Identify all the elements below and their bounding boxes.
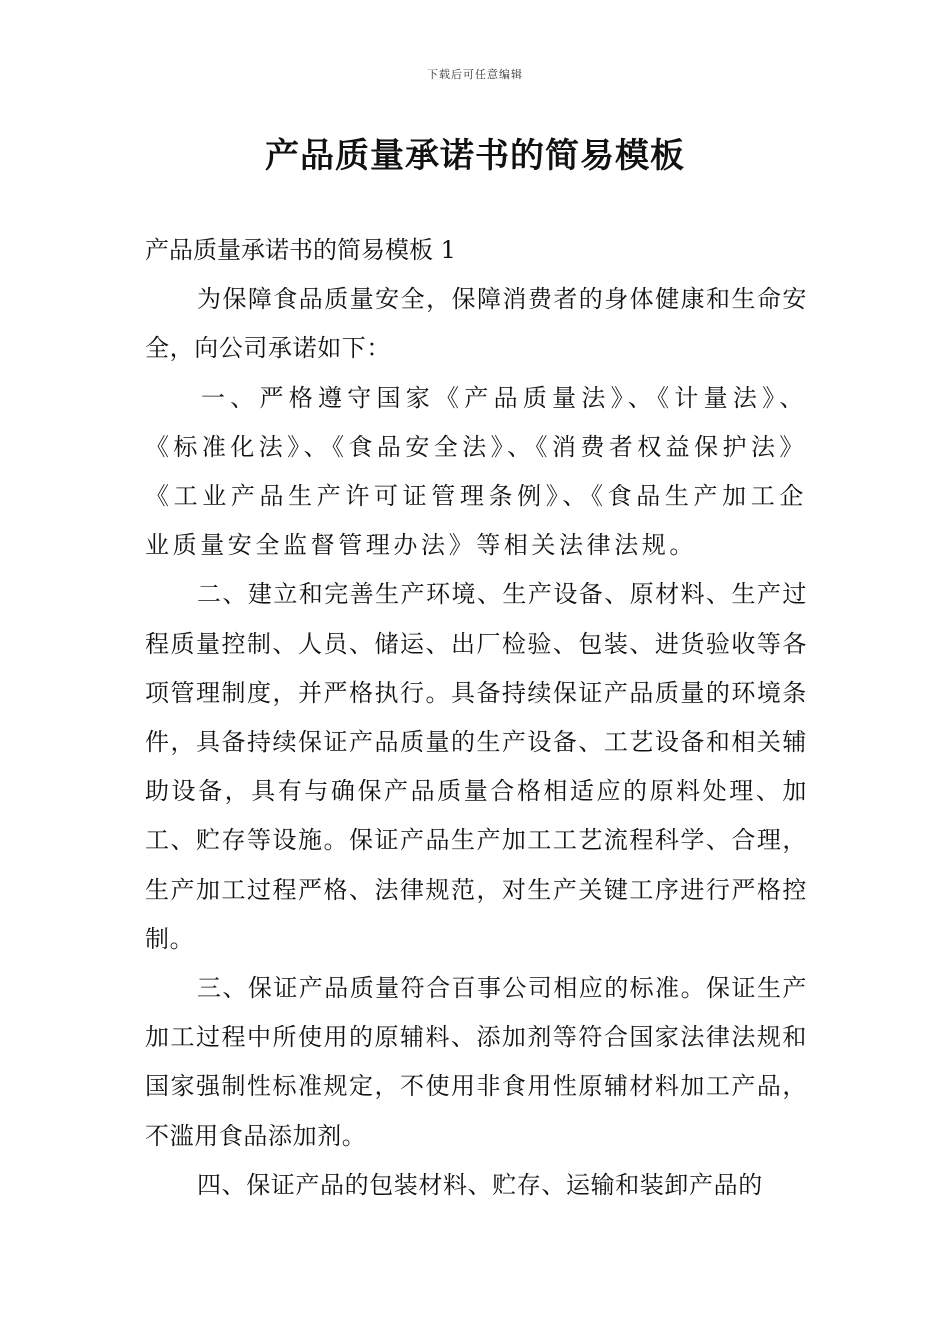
section-subheading: 产品质量承诺书的简易模板 1 (145, 236, 456, 264)
header-note: 下载后可任意编辑 (427, 68, 523, 81)
paragraph-intro: 为保障食品质量安全，保障消费者的身体健康和生命安全，向公司承诺如下： (145, 285, 807, 363)
paragraph-clause-1: 一、严格遵守国家《产品质量法》、《计量法》、《标准化法》、《食品安全法》、《消费者权益保护法》《工业产品生产许可证管理条例》、《食品生产加工企业质量安全监督管理办法》等相关法律法规。 (145, 383, 807, 560)
document-body (145, 226, 807, 1210)
paragraph-clause-3: 三、保证产品质量符合百事公司相应的标准。保证生产加工过程中所使用的原辅料、添加剂等符合国家法律法规和国家强制性标准规定，不使用非食用性原辅材料加工产品，不滥用食品添加剂。 (145, 974, 807, 1150)
paragraph-clause-4: 四、保证产品的包装材料、贮存、运输和装卸产品的 (197, 1170, 763, 1199)
paragraph-clause-2: 二、建立和完善生产环境、生产设备、原材料、生产过程质量控制、人员、储运、出厂检验、包装、进货验收等各项管理制度，并严格执行。具备持续保证产品质量的环境条件，具备持续保证产品质量的生产设备、工艺设备和相关辅助设备，具有与确保产品质量合格相适应的原料处理、加工、贮存等设施。保证产品生产加工工艺流程科学、合理，生产加工过程严格、法律规范，对生产关键工序进行严格控制。 (145, 580, 807, 953)
document-title: 产品质量承诺书的简易模板 (265, 136, 685, 176)
